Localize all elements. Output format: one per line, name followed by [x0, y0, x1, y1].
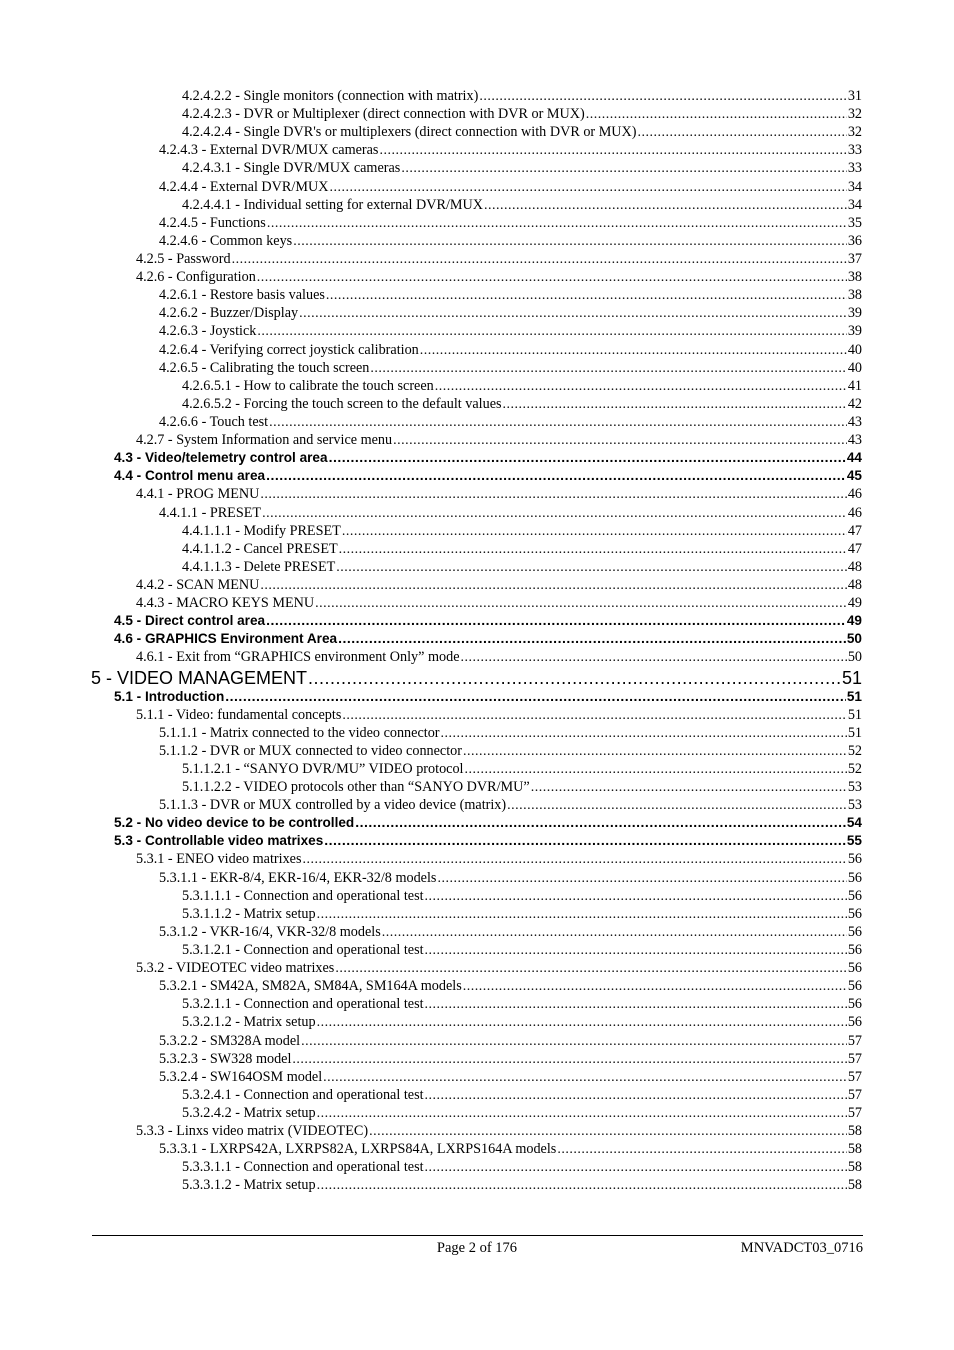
- toc-entry-page: 58: [847, 1141, 862, 1158]
- toc-entry-title: 4.2.6.5.1 - How to calibrate the touch screen: [182, 377, 434, 394]
- dot-leader: [484, 199, 847, 213]
- toc-entry-title: 4.4.1.1.1 - Modify PRESET: [182, 522, 341, 539]
- toc-entry-page: 53: [847, 779, 862, 796]
- toc-entry-title: 4.2.4.4.1 - Individual setting for external DVR/MUX: [182, 196, 484, 213]
- toc-entry-title: 4.6 - GRAPHICS Environment Area: [114, 631, 338, 647]
- toc-entry[interactable]: [0, 1033, 954, 1051]
- dot-leader: [266, 468, 846, 482]
- toc-entry-page: 57: [847, 1050, 862, 1067]
- dot-leader: [324, 833, 846, 847]
- toc-entry[interactable]: [0, 851, 954, 869]
- toc-entry-title: 4.2.4.5 - Functions: [159, 214, 266, 231]
- toc-entry-title: 4.2.6.3 - Joystick: [159, 323, 257, 340]
- toc-entry-title: 5.1.1.3 - DVR or MUX controlled by a video device (matrix): [159, 797, 507, 814]
- dot-leader: [425, 890, 847, 904]
- toc-entry-title: 4.4.1.1.3 - Delete PRESET: [182, 558, 336, 575]
- dot-leader: [326, 289, 847, 303]
- toc-entry[interactable]: [0, 179, 954, 197]
- toc-entry[interactable]: [0, 631, 954, 649]
- dot-leader: [393, 434, 847, 448]
- dot-leader: [420, 344, 847, 358]
- toc-entry[interactable]: [0, 761, 954, 779]
- dot-leader: [479, 90, 846, 104]
- toc-entry-page: 40: [847, 341, 862, 358]
- toc-entry-title: 5.3.1.1.1 - Connection and operational test: [182, 887, 424, 904]
- toc-entry-page: 42: [847, 395, 862, 412]
- toc-entry-page: 39: [847, 323, 862, 340]
- dot-leader: [302, 853, 846, 867]
- toc-entry-page: 43: [847, 413, 862, 430]
- dot-leader: [292, 1053, 846, 1067]
- toc-entry-title: 5.3.2.3 - SW328 model: [159, 1050, 292, 1067]
- toc-entry-page: 45: [846, 468, 862, 484]
- toc-entry[interactable]: [0, 743, 954, 761]
- toc-entry-title: 5.1.1.2.2 - VIDEO protocols other than “SANYO DVR/MU”: [182, 779, 530, 796]
- toc-entry-title: 5.1.1 - Video: fundamental concepts: [136, 706, 342, 723]
- toc-entry-title: 4.5 - Direct control area: [114, 613, 266, 629]
- dot-leader: [339, 543, 847, 557]
- dot-leader: [401, 162, 847, 176]
- toc-entry-page: 57: [847, 1068, 862, 1085]
- toc-entry-page: 51: [846, 688, 862, 704]
- toc-entry-page: 48: [847, 558, 862, 575]
- dot-leader: [531, 781, 847, 795]
- dot-leader: [425, 944, 847, 958]
- dot-leader: [379, 144, 846, 158]
- toc-entry[interactable]: [0, 689, 954, 707]
- toc-entry[interactable]: [0, 1105, 954, 1123]
- toc-entry-page: 51: [841, 667, 862, 688]
- dot-leader: [269, 416, 847, 430]
- toc-entry-title: 5.3.2.1.1 - Connection and operational test: [182, 996, 424, 1013]
- toc-entry[interactable]: [0, 906, 954, 924]
- toc-entry-title: 5.3.2.1 - SM42A, SM82A, SM84A, SM164A models: [159, 978, 462, 995]
- toc-entry[interactable]: [0, 942, 954, 960]
- toc-entry-page: 34: [847, 196, 862, 213]
- dot-leader: [382, 926, 847, 940]
- toc-entry-page: 57: [847, 1086, 862, 1103]
- toc-entry-title: 4.4.1.1.2 - Cancel PRESET: [182, 540, 338, 557]
- toc-entry-page: 56: [847, 851, 862, 868]
- toc-entry[interactable]: [0, 124, 954, 142]
- toc-entry-title: 4.4 - Control menu area: [114, 468, 266, 484]
- toc-entry-page: 56: [847, 923, 862, 940]
- toc-entry[interactable]: [0, 725, 954, 743]
- toc-entry-title: 4.4.1.1 - PRESET: [159, 504, 262, 521]
- dot-leader: [266, 613, 846, 627]
- toc-entry-page: 58: [847, 1159, 862, 1176]
- toc-entry-title: 4.2.4.2.2 - Single monitors (connection with matrix): [182, 88, 479, 104]
- toc-entry-page: 58: [847, 1123, 862, 1140]
- toc-entry-title: 4.4.1 - PROG MENU: [136, 486, 260, 503]
- toc-entry-title: 5.1.1.1 - Matrix connected to the video connector: [159, 724, 440, 741]
- toc-entry-title: 5.1.1.2.1 - “SANYO DVR/MU” VIDEO protocol: [182, 760, 464, 777]
- toc-entry-page: 31: [847, 88, 862, 104]
- toc-entry-title: 5.3.2.4.2 - Matrix setup: [182, 1105, 316, 1122]
- toc-entry-title: 5.3 - Controllable video matrixes: [114, 833, 324, 849]
- toc-entry-title: 5.3.2.2 - SM328A model: [159, 1032, 301, 1049]
- toc-entry[interactable]: [0, 486, 954, 504]
- toc-entry[interactable]: [0, 815, 954, 833]
- toc-entry-title: 4.2.4.2.3 - DVR or Multiplexer (direct connection with DVR or MUX): [182, 106, 585, 123]
- toc-entry-title: 5.3.1 - ENEO video matrixes: [136, 851, 302, 868]
- document-code: MNVADCT03_0716: [740, 1240, 863, 1256]
- toc-entry-page: 57: [847, 1032, 862, 1049]
- toc-entry[interactable]: [0, 450, 954, 468]
- toc-entry-page: 56: [847, 905, 862, 922]
- toc-entry-title: 5.3.1.2 - VKR-16/4, VKR-32/8 models: [159, 923, 381, 940]
- toc-entry[interactable]: [0, 996, 954, 1014]
- toc-entry-title: 5.3.1.1.2 - Matrix setup: [182, 905, 316, 922]
- toc-entry-page: 56: [847, 960, 862, 977]
- toc-entry[interactable]: [0, 978, 954, 996]
- toc-entry[interactable]: [0, 287, 954, 305]
- toc-entry[interactable]: [0, 323, 954, 341]
- toc-entry-title: 4.2.6.5.2 - Forcing the touch screen to the default values: [182, 395, 502, 412]
- toc-entry-title: 4.2.7 - System Information and service menu: [136, 432, 393, 449]
- toc-entry-title: 4.2.6.5 - Calibrating the touch screen: [159, 359, 370, 376]
- toc-entry[interactable]: [0, 960, 954, 978]
- toc-entry[interactable]: [0, 649, 954, 667]
- dot-leader: [262, 507, 847, 521]
- toc-entry-page: 35: [847, 214, 862, 231]
- dot-leader: [315, 597, 847, 611]
- toc-entry-page: 43: [847, 432, 862, 449]
- toc-entry-page: 52: [847, 742, 862, 759]
- toc-entry[interactable]: [0, 888, 954, 906]
- toc-entry-page: 38: [847, 269, 862, 286]
- toc-entry[interactable]: [0, 924, 954, 942]
- toc-entry-page: 32: [847, 106, 862, 123]
- dot-leader: [425, 998, 847, 1012]
- dot-leader: [260, 488, 846, 502]
- dot-leader: [335, 962, 846, 976]
- toc-entry[interactable]: [0, 342, 954, 360]
- dot-leader: [225, 689, 846, 703]
- toc-entry-title: 4.2.6.2 - Buzzer/Display: [159, 305, 299, 322]
- toc-entry-page: 47: [847, 522, 862, 539]
- toc-entry-page: 36: [847, 232, 862, 249]
- toc-entry[interactable]: [0, 523, 954, 541]
- dot-leader: [257, 271, 847, 285]
- dot-leader: [338, 631, 846, 645]
- dot-leader: [257, 325, 846, 339]
- dot-leader: [329, 450, 846, 464]
- dot-leader: [260, 579, 846, 593]
- toc-entry-title: 4.2.5 - Password: [136, 250, 231, 267]
- toc-entry-title: 4.2.6.4 - Verifying correct joystick calibration: [159, 341, 419, 358]
- dot-leader: [355, 815, 846, 829]
- toc-entry-title: 5.3.2.4 - SW164OSM model: [159, 1068, 323, 1085]
- toc-entry[interactable]: [0, 1141, 954, 1159]
- dot-leader: [437, 872, 846, 886]
- toc-entry[interactable]: [0, 88, 954, 106]
- toc-entry[interactable]: [0, 378, 954, 396]
- dot-leader: [463, 980, 847, 994]
- toc-entry-page: 46: [847, 486, 862, 503]
- dot-leader: [441, 727, 847, 741]
- toc-entry-title: 4.3 - Video/telemetry control area: [114, 450, 328, 466]
- toc-entry[interactable]: [0, 1177, 954, 1195]
- dot-leader: [232, 253, 847, 267]
- dot-leader: [503, 398, 847, 412]
- toc-entry-page: 49: [847, 595, 862, 612]
- toc-entry[interactable]: [0, 396, 954, 414]
- toc-entry-page: 51: [847, 706, 862, 723]
- toc-entry-page: 50: [847, 649, 862, 666]
- dot-leader: [463, 745, 847, 759]
- toc-entry[interactable]: [0, 215, 954, 233]
- toc-entry[interactable]: [0, 613, 954, 631]
- dot-leader: [336, 561, 847, 575]
- toc-entry[interactable]: [0, 1014, 954, 1032]
- toc-entry-page: 33: [847, 142, 862, 159]
- dot-leader: [329, 181, 846, 195]
- toc-entry-page: 47: [847, 540, 862, 557]
- toc-entry[interactable]: [0, 1123, 954, 1141]
- toc-entry-title: 4.4.3 - MACRO KEYS MENU: [136, 595, 315, 612]
- toc-entry-title: 5.3.1.1 - EKR-8/4, EKR-16/4, EKR-32/8 models: [159, 869, 437, 886]
- dot-leader: [638, 126, 847, 140]
- dot-leader: [342, 525, 847, 539]
- toc-entry[interactable]: [0, 1051, 954, 1069]
- dot-leader: [308, 669, 841, 687]
- toc-entry-title: 5.3.3.1.2 - Matrix setup: [182, 1177, 316, 1194]
- toc-entry-title: 4.2.4.4 - External DVR/MUX: [159, 178, 329, 195]
- toc-entry[interactable]: [0, 360, 954, 378]
- toc-entry-title: 4.2.4.3 - External DVR/MUX cameras: [159, 142, 379, 159]
- toc-entry-title: 5.1 - Introduction: [114, 688, 225, 704]
- toc-entry-page: 49: [846, 613, 862, 629]
- toc-entry-page: 55: [846, 833, 862, 849]
- toc-entry-page: 48: [847, 576, 862, 593]
- table-of-contents: [0, 88, 954, 1196]
- dot-leader: [317, 1107, 847, 1121]
- dot-leader: [342, 709, 846, 723]
- toc-entry[interactable]: [0, 505, 954, 523]
- toc-entry[interactable]: [0, 251, 954, 269]
- toc-entry-title: 4.2.4.6 - Common keys: [159, 232, 293, 249]
- toc-entry-page: 54: [846, 815, 862, 831]
- toc-entry[interactable]: [0, 160, 954, 178]
- toc-entry-title: 5.3.2 - VIDEOTEC video matrixes: [136, 960, 335, 977]
- toc-entry[interactable]: [0, 797, 954, 815]
- toc-entry-title: 5.3.3.1 - LXRPS42A, LXRPS82A, LXRPS84A, LXRPS164A models: [159, 1141, 557, 1158]
- toc-entry-title: 4.2.4.3.1 - Single DVR/MUX cameras: [182, 160, 401, 177]
- toc-entry-page: 56: [847, 887, 862, 904]
- dot-leader: [425, 1161, 847, 1175]
- toc-entry[interactable]: [0, 106, 954, 124]
- toc-entry-page: 56: [847, 978, 862, 995]
- toc-entry-page: 56: [847, 869, 862, 886]
- dot-leader: [557, 1143, 847, 1157]
- toc-entry-page: 56: [847, 996, 862, 1013]
- dot-leader: [370, 362, 846, 376]
- toc-entry-page: 41: [847, 377, 862, 394]
- toc-entry-page: 34: [847, 178, 862, 195]
- dot-leader: [317, 1179, 847, 1193]
- toc-entry-title: 4.2.6 - Configuration: [136, 269, 256, 286]
- toc-entry-page: 51: [847, 724, 862, 741]
- dot-leader: [317, 1016, 847, 1030]
- toc-entry-title: 5.3.2.4.1 - Connection and operational test: [182, 1086, 424, 1103]
- toc-entry[interactable]: [0, 197, 954, 215]
- toc-entry-page: 53: [847, 797, 862, 814]
- toc-entry-page: 56: [847, 942, 862, 959]
- toc-entry[interactable]: [0, 142, 954, 160]
- toc-entry-title: 5.3.1.2.1 - Connection and operational test: [182, 942, 424, 959]
- toc-entry-page: 44: [846, 450, 862, 466]
- toc-entry-page: 33: [847, 160, 862, 177]
- toc-entry[interactable]: [0, 233, 954, 251]
- toc-entry-page: 52: [847, 760, 862, 777]
- toc-entry[interactable]: [0, 779, 954, 797]
- dot-leader: [317, 908, 847, 922]
- toc-entry[interactable]: [0, 1069, 954, 1087]
- toc-entry-title: 4.4.2 - SCAN MENU: [136, 576, 260, 593]
- toc-entry[interactable]: [0, 870, 954, 888]
- dot-leader: [425, 1089, 847, 1103]
- dot-leader: [301, 1035, 847, 1049]
- toc-entry-page: 50: [846, 631, 862, 647]
- toc-entry-page: 39: [847, 305, 862, 322]
- toc-entry-title: 5 - VIDEO MANAGEMENT: [91, 667, 308, 688]
- toc-entry-title: 4.2.4.2.4 - Single DVR's or multiplexers (direct connection with DVR or MUX): [182, 124, 637, 141]
- toc-entry[interactable]: [0, 541, 954, 559]
- toc-entry-page: 40: [847, 359, 862, 376]
- dot-leader: [323, 1071, 847, 1085]
- toc-entry[interactable]: [0, 1087, 954, 1105]
- toc-entry[interactable]: [0, 668, 954, 689]
- toc-entry-page: 38: [847, 287, 862, 304]
- toc-entry-title: 4.2.6.6 - Touch test: [159, 413, 269, 430]
- dot-leader: [267, 217, 847, 231]
- dot-leader: [299, 307, 847, 321]
- toc-entry-page: 46: [847, 504, 862, 521]
- toc-entry[interactable]: [0, 269, 954, 287]
- toc-entry[interactable]: [0, 595, 954, 613]
- dot-leader: [465, 763, 847, 777]
- toc-entry-page: 32: [847, 124, 862, 141]
- dot-leader: [507, 799, 847, 813]
- toc-entry-page: 56: [847, 1014, 862, 1031]
- toc-entry-title: 5.3.3.1.1 - Connection and operational test: [182, 1159, 424, 1176]
- toc-entry[interactable]: [0, 1159, 954, 1177]
- toc-entry-title: 4.2.6.1 - Restore basis values: [159, 287, 325, 304]
- toc-entry[interactable]: [0, 414, 954, 432]
- toc-entry-title: 5.3.3 - Linxs video matrix (VIDEOTEC): [136, 1123, 369, 1140]
- toc-entry-title: 4.6.1 - Exit from “GRAPHICS environment Only” mode: [136, 649, 460, 666]
- toc-entry[interactable]: [0, 432, 954, 450]
- dot-leader: [293, 235, 847, 249]
- toc-entry[interactable]: [0, 707, 954, 725]
- toc-entry-page: 58: [847, 1177, 862, 1194]
- toc-entry-title: 5.2 - No video device to be controlled: [114, 815, 355, 831]
- toc-entry[interactable]: [0, 305, 954, 323]
- toc-entry-title: 5.3.2.1.2 - Matrix setup: [182, 1014, 316, 1031]
- toc-entry-title: 5.1.1.2 - DVR or MUX connected to video connector: [159, 742, 462, 759]
- dot-leader: [369, 1125, 847, 1139]
- toc-entry[interactable]: [0, 468, 954, 486]
- dot-leader: [586, 108, 847, 122]
- toc-entry-page: 37: [847, 250, 862, 267]
- toc-entry[interactable]: [0, 577, 954, 595]
- dot-leader: [435, 380, 847, 394]
- footer-divider: [92, 1235, 863, 1236]
- page-number: Page 2 of 176: [436, 1240, 518, 1256]
- toc-entry[interactable]: [0, 559, 954, 577]
- dot-leader: [461, 651, 847, 665]
- toc-entry[interactable]: [0, 833, 954, 851]
- toc-entry-page: 57: [847, 1105, 862, 1122]
